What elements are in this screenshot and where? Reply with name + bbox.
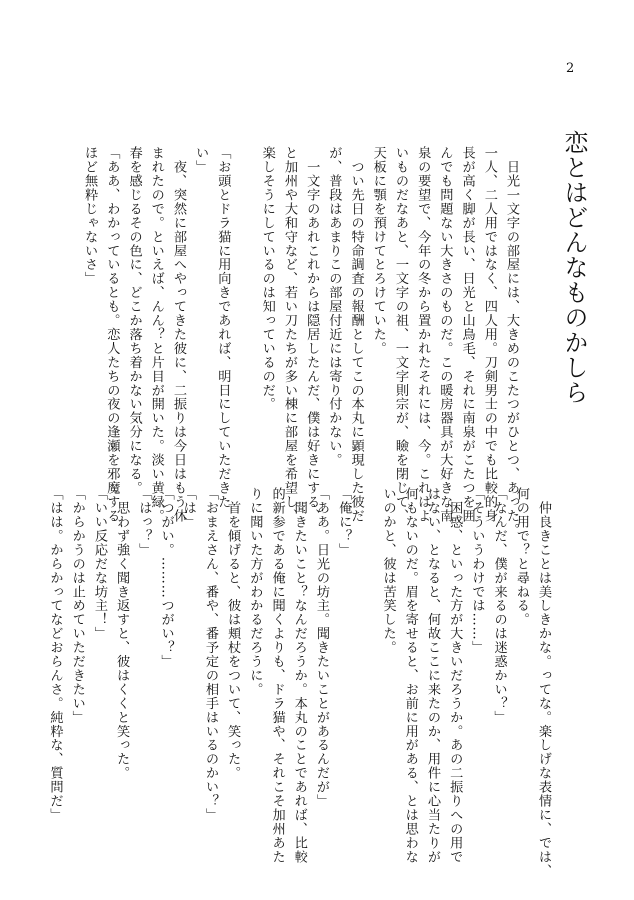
- text-column: 「いい反応だな坊主！」: [91, 487, 107, 641]
- text-column: 的新参である俺に聞くよりも、ドラ猫や、それこそ加州あた: [269, 487, 285, 864]
- text-column: 何の用で？と尋ねる。: [513, 487, 529, 627]
- text-column: 困惑、といった方が大きいだろうか。あの二振りへの用で: [447, 487, 463, 864]
- text-column: 思わず強く聞き返すと、彼はくくと笑った。: [114, 487, 130, 780]
- text-column: 仲良きことは美しきかな。ってな。楽しげな表情に、では、: [536, 487, 551, 878]
- text-column: 「は」: [180, 487, 196, 529]
- text-column: 「なんだ、僕が来るのは迷惑かい？」: [491, 487, 507, 725]
- text-column: 首を傾げると、彼は頬杖をついて、笑った。: [225, 487, 241, 780]
- text-column: 一文字のあれこれからは隠居したんだ、僕は好きにする、: [304, 146, 320, 523]
- text-column: と加州や大和守など、若い刀たちが多い棟に部屋を希望し、: [281, 146, 297, 523]
- text-column: 「はは。からかってなどおらんさ。純粋な、質問だ」: [47, 487, 63, 822]
- page-title: 恋とはどんなものかしら: [560, 130, 588, 405]
- text-column: 「ああ、わかっているとも。恋人たちの夜の逢瀬を邪魔する: [104, 146, 120, 523]
- text-block-bottom: [43, 487, 554, 878]
- text-column: 聞きたいこと？なんだろうか。本丸のことであれば、比較: [291, 487, 307, 864]
- text-column: 「そういうわけでは……」: [469, 487, 485, 655]
- text-column: まれたので。といえば、んん？と片目が開いた。淡い黄緑。: [148, 146, 164, 523]
- text-column: 日光一文字の部屋には、大きめのこたつがひとつ、あった。: [504, 146, 519, 537]
- text-column: 「お頭とドラ猫に用向きであれば、明日にしていただきた: [215, 146, 231, 509]
- text-column: ほど無粋じゃないさ」: [82, 146, 98, 286]
- text-column: いものだなあと、一文字の祖、一文字則宗が、瞼を閉じて、: [392, 146, 408, 523]
- blank-column: [233, 146, 255, 476]
- text-column: いのかと、彼は苦笑した。: [380, 487, 396, 655]
- blank-column: [354, 487, 376, 845]
- text-column: が、普段はあまりこの部屋付近には寄り付かない。: [326, 146, 342, 467]
- text-column: 「俺に？」: [336, 487, 352, 557]
- text-column: 天板に顎を預けてとろけていた。: [370, 146, 386, 356]
- text-column: 長が高く脚が長い、日光と山鳥毛、それに南泉がこたつを囲: [459, 146, 475, 523]
- text-column: 春を感じるその色に、どこか落ち着かない気分になる。: [126, 146, 142, 495]
- text-column: んでも問題ない大きさのものだ。この暖房器具が大好きな南: [437, 146, 453, 523]
- text-column: 何もないのだ。眉を寄せると、お前に用がある、とは思わな: [402, 487, 418, 864]
- text-column: 「からかうのは止めていただきたい」: [69, 487, 85, 725]
- text-column: い」: [193, 146, 209, 174]
- text-column: 「つがい。………つがい？」: [158, 487, 174, 669]
- text-column: つい先日の特命調査の報酬としてこの本丸に顕現した彼だ: [348, 146, 364, 523]
- text-column: 楽しそうにしているのは知っているのだ。: [259, 146, 275, 412]
- page-number: 2: [566, 61, 575, 76]
- text-column: りに聞いた方がわかるだろうに。: [247, 487, 263, 697]
- text-column: 泉の要望で、今年の冬から置かれたそれには、今。これはよ: [415, 146, 431, 523]
- text-column: はない、となると、何故ここに来たのか、用件に心当たりが: [424, 487, 440, 864]
- text-column: 「ああ。日光の坊主。聞きたいことがあるんだが」: [313, 487, 329, 808]
- text-column: 一人、二人用ではなく、四人用。刀剣男士の中でも比較的身: [481, 146, 497, 523]
- text-column: 夜、突然に部屋へやってきた彼に、二振りは今日はもう休: [170, 146, 186, 523]
- text-column: 「おまえさん、番や、番予定の相手はいるのかい？」: [202, 487, 218, 822]
- text-column: 「はっ？」: [136, 487, 152, 557]
